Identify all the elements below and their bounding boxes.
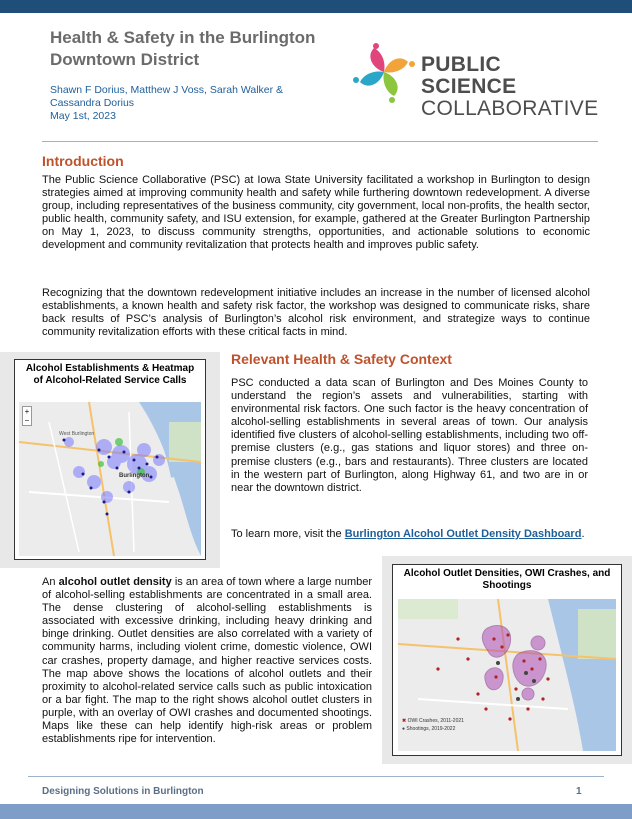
density-body: is an area of town where a large number of alcohol-selling establishments are concentrated in a small area. The dense clustering of alcohol-selling establishments is associated with excessive drinking, including heavy drinking and binge drinking. Outlet densities are also correlated with a variety of community harms, including violent crime, domestic violence, OWI car crashes, property damage, and higher reactive services costs. The map above shows the locations of alcohol outlets and their proximity to alcohol-related service calls such as public intoxication or a bar fight. The map to the right shows alcohol outlet clusters in purple, with an overlay of OWI crashes and documented shootings. Maps like these can help identify high-risk areas or problem establishments ripe for intervention. [42,576,373,746]
owi-icon: ✖ [402,718,407,724]
shooting-icon: ● [402,726,406,732]
legend-owi-label: OWI Crashes, 2011-2021 [407,718,464,724]
zoom-in-button[interactable]: + [24,407,30,416]
map2-title: Alcohol Outlet Densities, OWI Crashes, and Shootings [403,568,611,591]
page-title: Health & Safety in the Burlington Downtown District [50,28,316,69]
authors: Shawn F Dorius, Matthew J Voss, Sarah Walker & Cassandra Dorius [50,84,284,109]
map1-panel [14,359,206,560]
density-lead: An [42,576,59,588]
legend-shootings-label: Shootings, 2019-2022 [406,726,456,732]
map1-title: Alcohol Establishments & Heatmap of Alcohol-Related Service Calls [25,363,195,386]
logo-line-2: COLLABORATIVE [421,97,599,120]
svg-text:Burlington: Burlington [119,473,150,479]
legend-shootings [402,725,464,733]
intro-heading: Introduction [42,153,124,169]
density-paragraph [42,576,372,746]
zoom-out-button[interactable]: − [24,416,30,425]
map1-zoom-control[interactable] [22,406,32,426]
legend-owi [402,717,464,725]
density-term: alcohol outlet density [58,576,172,588]
context-paragraph: PSC conducted a data scan of Burlington and Des Moines County to understand the region’s assets and vulnerabilities, starting with environmental risk factors. One such factor is the heavy concentration of alcohol-selling establishments in several areas of town. Our analysis identified five clusters of alcohol-selling establishments, including two off-premise clusters (e.g., gas stations and liquor stores) and three on-premise clusters (e.g., bars and restaurants). Three clusters are located in the western part of Burlington, along Highway 61, and two are in or near the downtown district. [231,377,588,494]
logo-line-1: PUBLIC SCIENCE [421,53,517,98]
map2-legend [402,717,464,733]
psc-logo-icon [352,42,416,104]
footer-divider [28,776,604,777]
bottom-banner [0,804,632,819]
learn-more-prefix: To learn more, visit the [231,528,345,540]
psc-logo [352,42,602,120]
map1-image [19,402,201,556]
svg-text:West Burlington: West Burlington [59,431,95,437]
map2-panel [392,564,622,756]
intro-paragraph-2: Recognizing that the downtown redevelopment initiative includes an increase in the number of licensed alcohol establishments, a known health and safety risk factor, the workshop was designed to communicate risks, share back results of PSC’s analysis of Burlington’s alcohol risk environment, and strategize ways to continue community revitalization efforts with these critical facts in mind. [42,287,590,339]
header-divider [42,141,598,142]
page-number: 1 [576,786,582,797]
learn-more-paragraph [231,528,588,541]
footer-title: Designing Solutions in Burlington [42,786,204,797]
intro-paragraph-1: The Public Science Collaborative (PSC) at Iowa State University facilitated a workshop in Burlington to design strategies aimed at improving community health and safety while furthering downtown redevelopment. A diverse group, including representatives of the business community, city government, local non-profits, the health sector, public health, community safety, and ISU extension, for example, gathered at the Greater Burlington Partnership on May 1, 2023, to discuss community strengths, opportunities, and actionable solutions to economic development and community revitalization that protects health and improves public safety. [42,174,590,252]
dashboard-link[interactable]: Burlington Alcohol Outlet Density Dashboard [344,528,582,540]
map2-image [398,599,616,751]
top-banner [0,0,632,13]
learn-more-suffix: . [581,528,585,540]
publication-date: May 1st, 2023 [50,110,116,122]
context-heading: Relevant Health & Safety Context [231,351,452,367]
